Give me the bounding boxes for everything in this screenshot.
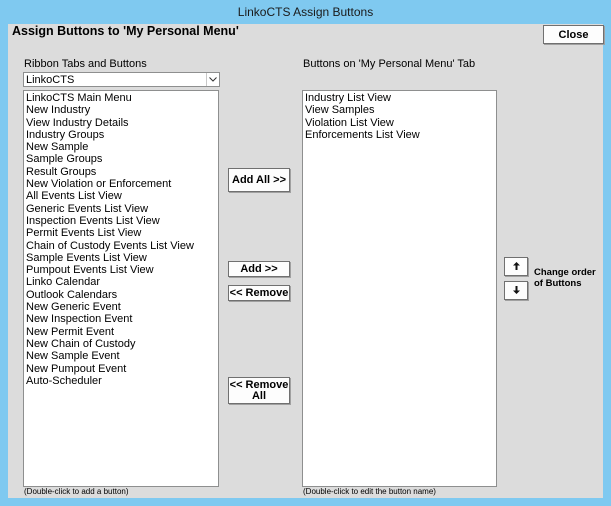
personal-menu-label: Buttons on 'My Personal Menu' Tab <box>303 58 476 70</box>
chevron-down-icon[interactable] <box>206 73 219 86</box>
add-button[interactable]: Add >> <box>228 261 290 277</box>
list-item[interactable]: All Events List View <box>26 190 122 203</box>
arrow-down-icon <box>513 285 520 297</box>
list-item[interactable]: LinkoCTS Main Menu <box>26 92 132 104</box>
arrow-up-icon <box>513 261 520 273</box>
remove-button[interactable]: << Remove <box>229 287 289 299</box>
list-item[interactable]: Generic Events List View <box>26 202 149 215</box>
list-item[interactable]: Sample Groups <box>26 153 103 166</box>
remove-all-label-line1: << Remove <box>229 378 289 391</box>
window-title: LinkoCTS Assign Buttons <box>237 5 374 19</box>
ribbon-buttons-list[interactable] <box>23 90 219 487</box>
list-item[interactable]: Industry List View <box>305 92 392 104</box>
list-item[interactable]: New Sample <box>26 141 89 154</box>
list-item[interactable]: New Sample Event <box>26 350 120 363</box>
list-item[interactable]: Auto-Scheduler <box>26 374 102 387</box>
list-item[interactable]: New Inspection Event <box>26 313 133 326</box>
list-item[interactable]: Pumpout Events List View <box>26 264 154 277</box>
list-item[interactable]: New Violation or Enforcement <box>26 178 172 191</box>
personal-menu-list[interactable] <box>302 90 497 487</box>
list-item[interactable]: Industry Groups <box>26 128 105 141</box>
list-item[interactable]: New Industry <box>26 104 91 117</box>
list-item[interactable]: Enforcements List View <box>305 128 420 141</box>
close-button[interactable]: Close <box>543 25 604 44</box>
remove-all-label-line2: All <box>251 389 267 402</box>
remove-all-button[interactable] <box>228 377 290 404</box>
dialog-client <box>8 24 603 498</box>
list-item[interactable]: Sample Events List View <box>26 251 147 264</box>
list-item[interactable]: Inspection Events List View <box>26 214 160 227</box>
ribbon-tab-dropdown[interactable] <box>23 72 220 87</box>
list-item[interactable]: New Chain of Custody <box>26 337 136 350</box>
move-up-button[interactable] <box>504 257 528 276</box>
list-item[interactable]: Result Groups <box>26 165 97 178</box>
ribbon-tabs-label: Ribbon Tabs and Buttons <box>24 58 147 70</box>
list-item[interactable]: View Samples <box>305 104 375 117</box>
ribbon-tab-dropdown-value: LinkoCTS <box>26 74 75 86</box>
list-item[interactable]: New Generic Event <box>26 301 121 314</box>
move-down-button[interactable] <box>504 281 528 300</box>
list-item[interactable]: New Pumpout Event <box>26 362 127 375</box>
right-footnote: (Double-click to edit the button name) <box>303 487 436 496</box>
list-item[interactable]: Chain of Custody Events List View <box>26 239 194 252</box>
add-all-button[interactable]: Add All >> <box>228 168 290 192</box>
left-footnote: (Double-click to add a button) <box>24 487 129 496</box>
list-item[interactable]: Linko Calendar <box>26 276 100 289</box>
list-item[interactable]: Violation List View <box>305 116 394 129</box>
list-item[interactable]: Outlook Calendars <box>26 288 118 301</box>
page-title: Assign Buttons to 'My Personal Menu' <box>12 24 239 38</box>
change-order-label: Change order of Buttons <box>534 267 596 289</box>
list-item[interactable]: Permit Events List View <box>26 227 142 240</box>
list-item[interactable]: View Industry Details <box>26 116 129 129</box>
list-item[interactable]: New Permit Event <box>26 325 115 338</box>
